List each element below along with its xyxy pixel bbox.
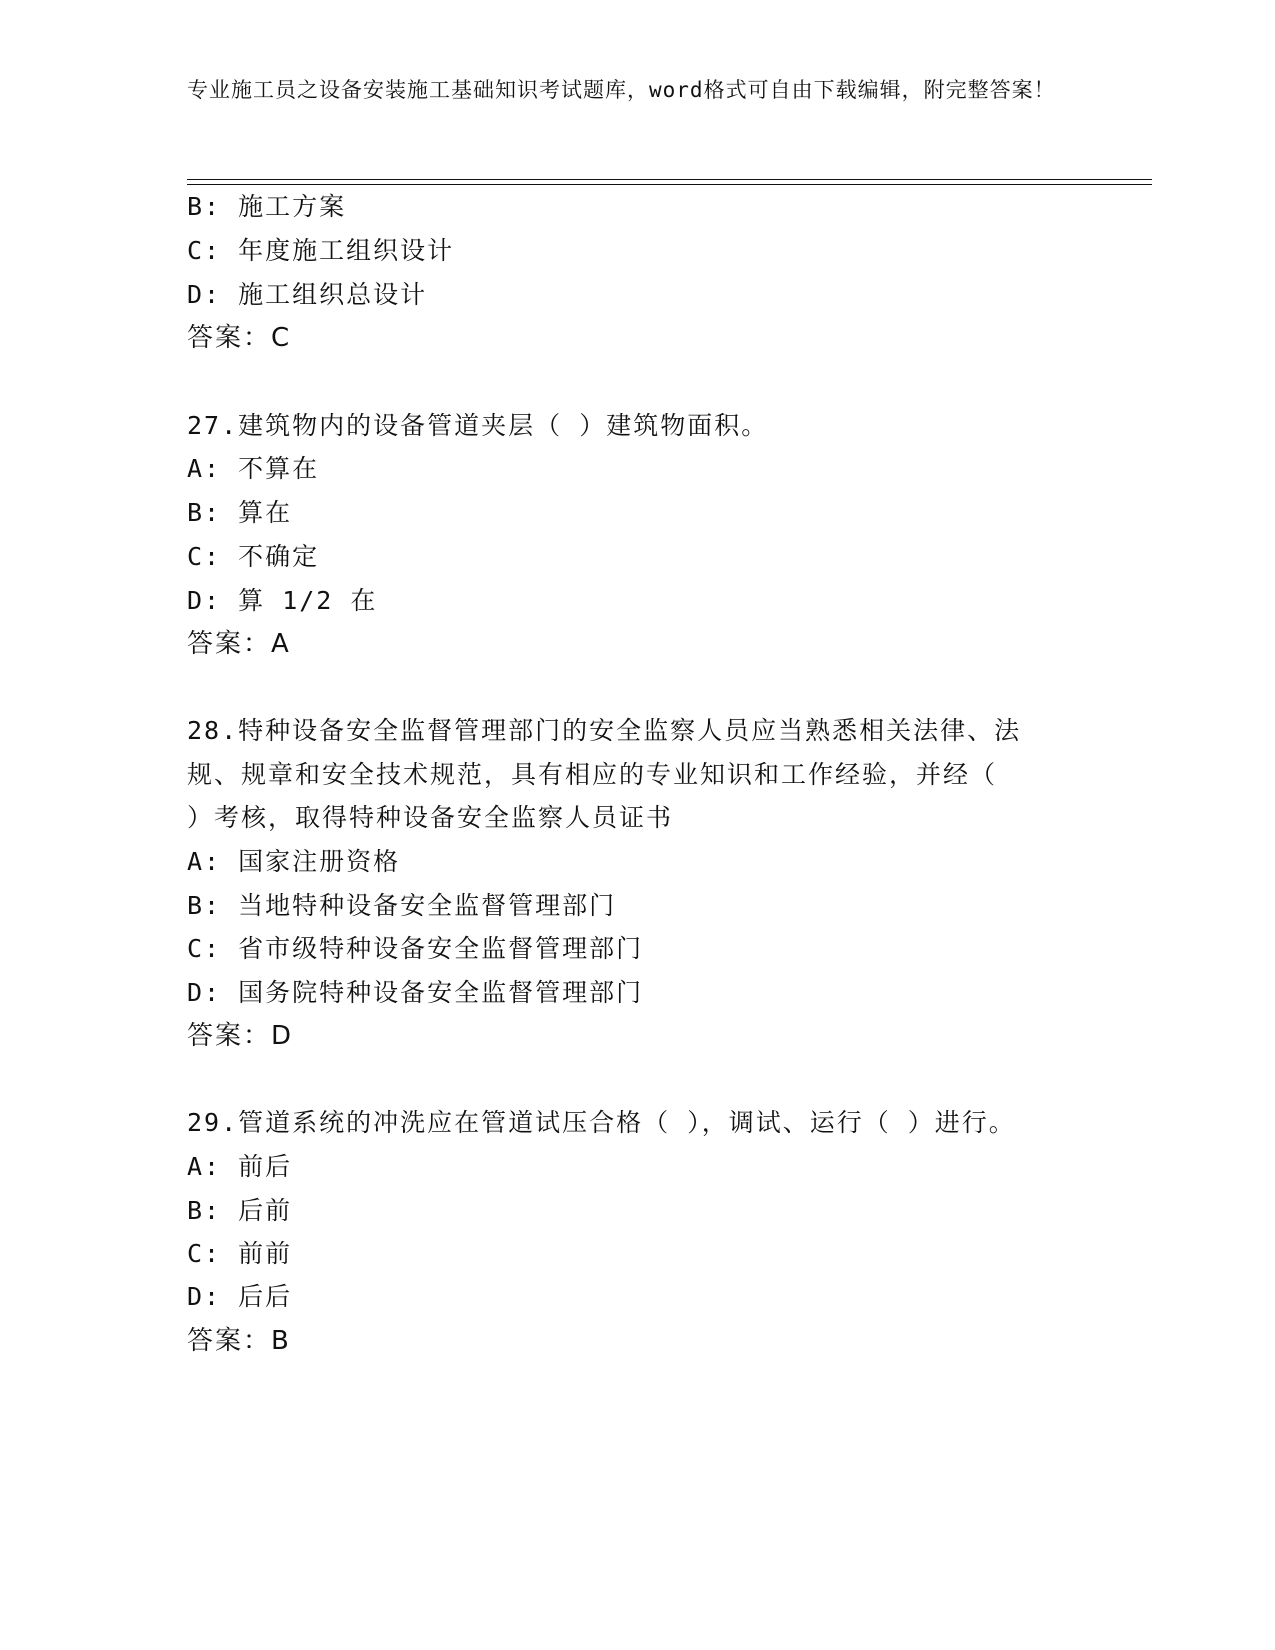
header-divider-top xyxy=(187,179,1152,180)
q28-option-b: B: 当地特种设备安全监督管理部门 xyxy=(187,891,617,920)
q27-question: 27.建筑物内的设备管道夹层（ ）建筑物面积。 xyxy=(187,411,769,440)
q29-option-d: D: 后后 xyxy=(187,1282,293,1311)
q27-option-d: D: 算 1/2 在 xyxy=(187,586,378,615)
q28-answer: 答案：D xyxy=(187,1021,294,1051)
q28-question-line1: 28.特种设备安全监督管理部门的安全监察人员应当熟悉相关法律、法 xyxy=(187,716,1022,745)
q29-question: 29.管道系统的冲洗应在管道试压合格（ ），调试、运行（ ）进行。 xyxy=(187,1108,1016,1137)
q27-option-b: B: 算在 xyxy=(187,498,293,527)
q28-option-d: D: 国务院特种设备安全监督管理部门 xyxy=(187,978,644,1007)
q29-option-b: B: 后前 xyxy=(187,1196,293,1225)
q29-answer: 答案：B xyxy=(187,1326,291,1356)
q27-option-a: A: 不算在 xyxy=(187,454,320,483)
document-header: 专业施工员之设备安装施工基础知识考试题库，word格式可自由下载编辑，附完整答案！ xyxy=(187,78,1056,102)
q27-answer: 答案：A xyxy=(187,629,291,659)
q27-option-c: C: 不确定 xyxy=(187,542,320,571)
q28-question-line3: ）考核，取得特种设备安全监察人员证书 xyxy=(187,803,674,832)
q28-option-c: C: 省市级特种设备安全监督管理部门 xyxy=(187,934,644,963)
q29-option-c: C: 前前 xyxy=(187,1239,293,1268)
q26-option-b: B: 施工方案 xyxy=(187,192,347,221)
q26-option-c: C: 年度施工组织设计 xyxy=(187,236,455,265)
q26-answer: 答案：C xyxy=(187,323,292,353)
q28-option-a: A: 国家注册资格 xyxy=(187,847,401,876)
q26-option-d: D: 施工组织总设计 xyxy=(187,280,428,309)
q28-question-line2: 规、规章和安全技术规范，具有相应的专业知识和工作经验，并经（ xyxy=(187,760,998,789)
header-divider-bottom xyxy=(187,184,1152,185)
q29-option-a: A: 前后 xyxy=(187,1152,293,1181)
